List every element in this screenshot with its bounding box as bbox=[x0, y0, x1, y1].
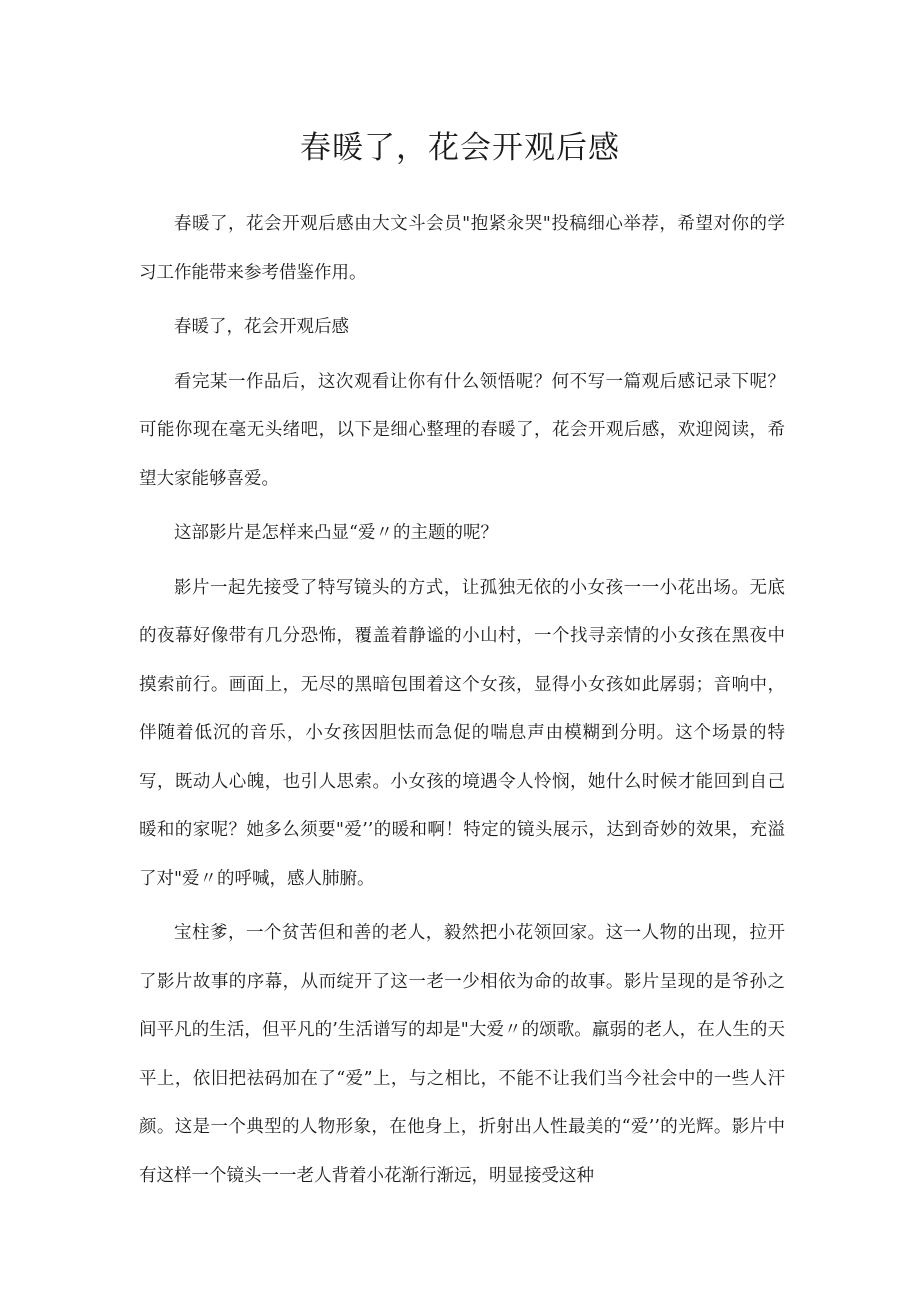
body-paragraph: 宝柱爹，一个贫苦但和善的老人，毅然把小花领回家。这一人物的出现，拉开了影片故事的序幕，从而绽开了这一老一少相依为命的故事。影片呈现的是爷孙之间平凡的生活，但平凡的’生活谱写的却是"大爱〃的颂歌。羸弱的老人，在人生的天平上，依旧把祛码加在了“爱”上，与之相比，不能不让我们当今社会中的一些人汗颜。这是一个典型的人物形象，在他身上，折射出人性最美的“爱’’的光辉。影片中有这样一个镜头一一老人背着小花渐行渐远，明显接受这种 bbox=[139, 923, 785, 1186]
subtitle-paragraph: 春暖了，花会开观后感 bbox=[174, 317, 349, 337]
document-body bbox=[139, 200, 785, 1206]
body-paragraph: 看完某一作品后，这次观看让你有什么领悟呢？何不写一篇观后感记录下呢？可能你现在毫无头绪吧，以下是细心整理的春暖了，花会开观后感，欢迎阅读，希望大家能够喜爱。 bbox=[139, 371, 785, 489]
body-paragraph: 影片一起先接受了特写镜头的方式，让孤独无依的小女孩一一小花出场。无底的夜幕好像带有几分恐怖，覆盖着静谧的小山村，一个找寻亲情的小女孩在黑夜中摸索前行。画面上，无尽的黑暗包围着这个女孩，显得小女孩如此孱弱；音响中，伴随着低沉的音乐，小女孩因胆怯而急促的喘息声由模糊到分明。这个场景的特写，既动人心魄，也引人思索。小女孩的境遇令人怜悯，她什么时候才能回到自己暖和的家呢？她多么须要"爱’’的暖和啊！特定的镜头展示，达到奇妙的效果，充溢了对"爱〃的呼喊，感人肺腑。 bbox=[139, 577, 785, 889]
intro-paragraph: 春暖了，花会开观后感由大文斗会员"抱紧汆哭"投稿细心举荐，希望对你的学习工作能带来参考借鉴作用。 bbox=[139, 214, 785, 283]
document-title: 春暖了，花会开观后感 bbox=[300, 130, 620, 166]
body-paragraph: 这部影片是怎样来凸显“爱〃的主题的呢？ bbox=[174, 523, 498, 543]
